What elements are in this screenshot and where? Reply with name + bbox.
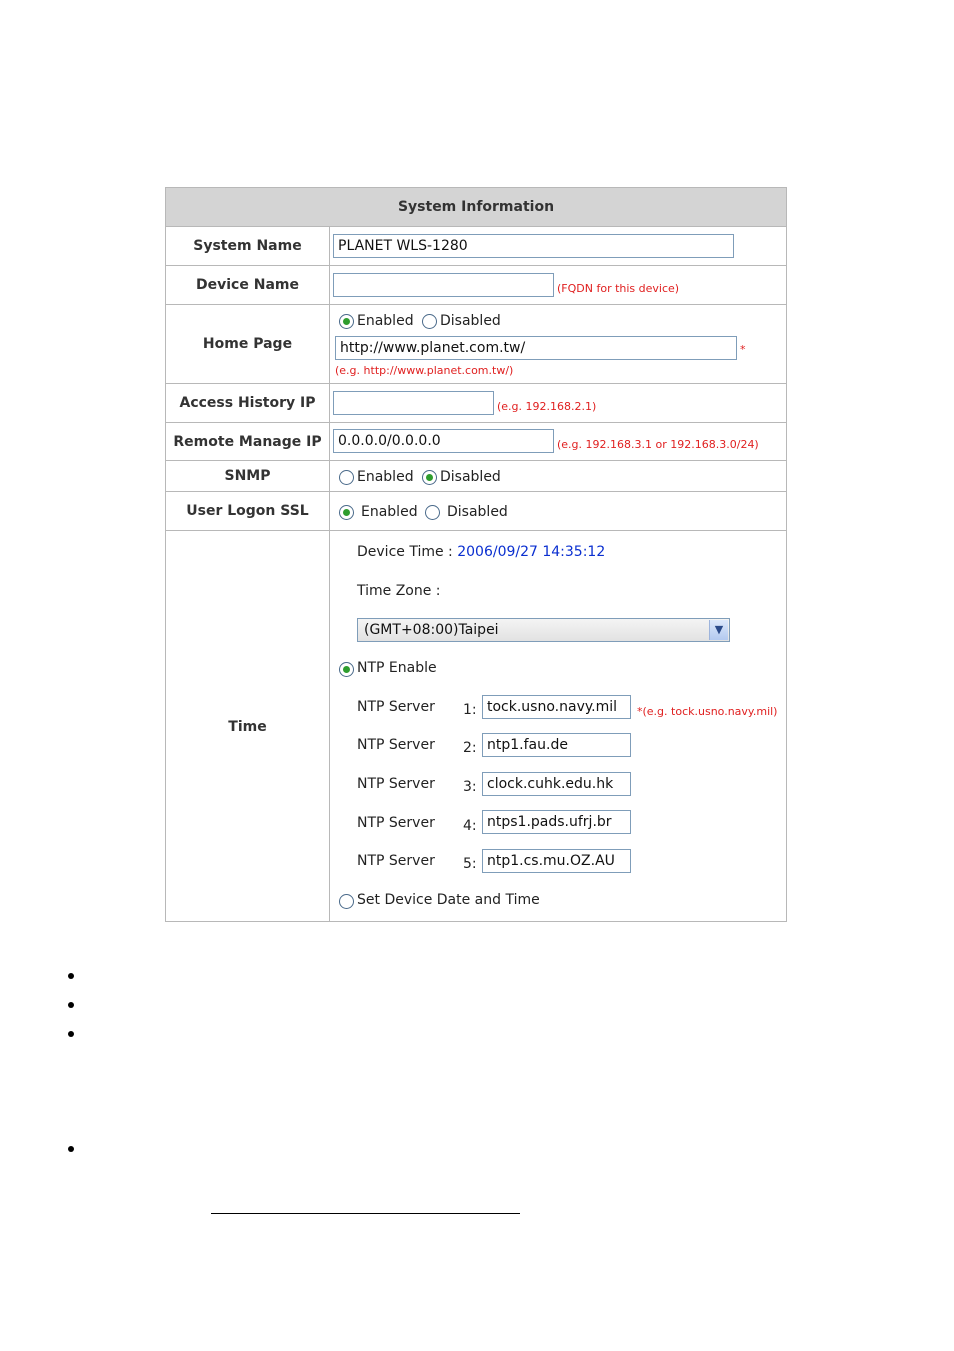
system-name-label: System Name [193,238,302,254]
device-time [357,544,605,560]
ntp-server-label: NTP Server [357,776,435,792]
time-zone-select[interactable] [357,618,730,642]
column-divider [329,227,330,921]
panel-title: System Information [166,188,786,227]
ntp-server-num: 2: [463,740,477,756]
remote-manage-ip-label: Remote Manage IP [173,433,322,450]
ntp-server-label: NTP Server [357,699,435,715]
ntp-server-label: NTP Server [357,815,435,831]
ntp-server-label: NTP Server [357,853,435,869]
footnote-rule [211,1213,520,1214]
bullet-point [68,973,74,979]
set-device-time-label: Set Device Date and Time [357,892,540,908]
ntp-server-1-input[interactable]: tock.usno.navy.mil [482,695,631,719]
home-page-disabled-radio[interactable] [422,314,437,329]
ssl-disabled-radio[interactable] [425,505,440,520]
home-page-enabled-label: Enabled [357,313,414,329]
home-page-label: Home Page [202,336,293,352]
home-page-enabled-radio[interactable] [339,314,354,329]
ntp-server-num: 4: [463,818,477,834]
chevron-down-icon[interactable]: ▼ [709,620,728,640]
ntp-server-num: 1: [463,702,477,718]
bullet-point [68,1146,74,1152]
home-page-required-mark: * [740,343,746,356]
ntp-server-3-input[interactable]: clock.cuhk.edu.hk [482,772,631,796]
time-zone-value: (GMT+08:00)Taipei [364,622,499,638]
snmp-disabled-label: Disabled [440,469,501,485]
ntp-server-5-input[interactable]: ntp1.cs.mu.OZ.AU [482,849,631,873]
ntp-server-hint: *(e.g. tock.usno.navy.mil) [637,705,778,718]
ntp-server-4-input[interactable]: ntps1.pads.ufrj.br [482,810,631,834]
system-name-input[interactable]: PLANET WLS-1280 [333,234,734,258]
home-page-disabled-label: Disabled [440,313,501,329]
snmp-disabled-radio[interactable] [422,470,437,485]
access-history-ip-input[interactable] [333,391,494,415]
access-history-ip-label: Access History IP [179,395,316,411]
ssl-enabled-radio[interactable] [339,505,354,520]
access-history-ip-hint: (e.g. 192.168.2.1) [497,400,597,413]
ntp-enable-radio[interactable] [339,662,354,677]
device-name-label: Device Name [196,277,299,293]
system-information-panel [165,187,787,922]
snmp-enabled-radio[interactable] [339,470,354,485]
device-time-label: Device Time : [357,544,453,560]
time-label: Time [228,718,267,735]
home-page-url-input[interactable]: http://www.planet.com.tw/ [335,336,737,360]
ssl-disabled-label: Disabled [447,504,508,520]
bullet-point [68,1031,74,1037]
device-name-input[interactable] [333,273,554,297]
remote-manage-ip-hint: (e.g. 192.168.3.1 or 192.168.3.0/24) [557,438,759,451]
ntp-server-num: 5: [463,856,477,872]
device-name-hint: (FQDN for this device) [557,282,680,295]
ntp-server-label: NTP Server [357,737,435,753]
snmp-enabled-label: Enabled [357,469,414,485]
ntp-server-num: 3: [463,779,477,795]
home-page-hint: (e.g. http://www.planet.com.tw/) [335,364,514,377]
ssl-enabled-label: Enabled [361,504,418,520]
remote-manage-ip-input[interactable]: 0.0.0.0/0.0.0.0 [333,429,554,453]
device-time-value: 2006/09/27 14:35:12 [457,544,606,560]
bullet-point [68,1002,74,1008]
snmp-label: SNMP [224,468,271,484]
time-zone-label: Time Zone : [357,583,441,599]
user-logon-ssl-label: User Logon SSL [186,503,309,519]
set-device-time-radio[interactable] [339,894,354,909]
ntp-enable-label: NTP Enable [357,660,437,676]
ntp-server-2-input[interactable]: ntp1.fau.de [482,733,631,757]
